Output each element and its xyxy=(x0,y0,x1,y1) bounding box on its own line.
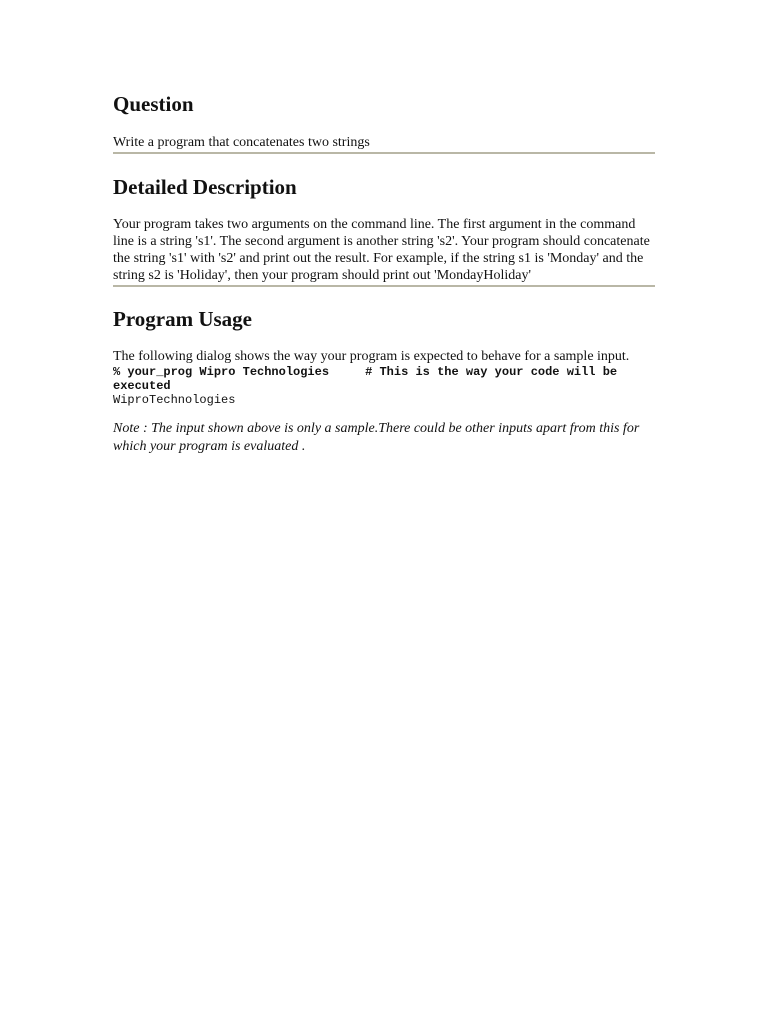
program-usage-section xyxy=(113,305,655,456)
section-divider xyxy=(113,152,655,154)
program-usage-heading: Program Usage xyxy=(113,307,252,331)
detailed-description-section xyxy=(113,173,655,287)
detailed-description-text: Your program takes two arguments on the command line. The first argument in the command line is a string 's1'. The second argument is another string 's2'. Your program should concatenate the string 's1' with 's2' and print out the result. For example, if the string s1 is 'Monday' and the string s2 is 'Holiday', then your program should print out 'MondayHoliday' xyxy=(113,217,650,283)
question-heading: Question xyxy=(113,92,194,116)
sample-note: Note : The input shown above is only a sample.There could be other inputs apart from this for which your program is evaluated . xyxy=(113,421,640,454)
sample-command-spacer xyxy=(329,365,365,379)
question-text: Write a program that concatenates two strings xyxy=(113,135,370,150)
document-content xyxy=(113,90,655,470)
program-usage-intro: The following dialog shows the way your program is expected to behave for a sample input. xyxy=(113,349,630,364)
sample-command xyxy=(113,365,655,393)
question-section xyxy=(113,90,655,154)
sample-output: WiproTechnologies xyxy=(113,393,236,407)
section-divider xyxy=(113,285,655,287)
detailed-description-heading: Detailed Description xyxy=(113,175,297,199)
sample-command-comment: # This is the way your code will be executed xyxy=(113,365,625,393)
sample-command-text: % your_prog Wipro Technologies xyxy=(113,365,330,379)
